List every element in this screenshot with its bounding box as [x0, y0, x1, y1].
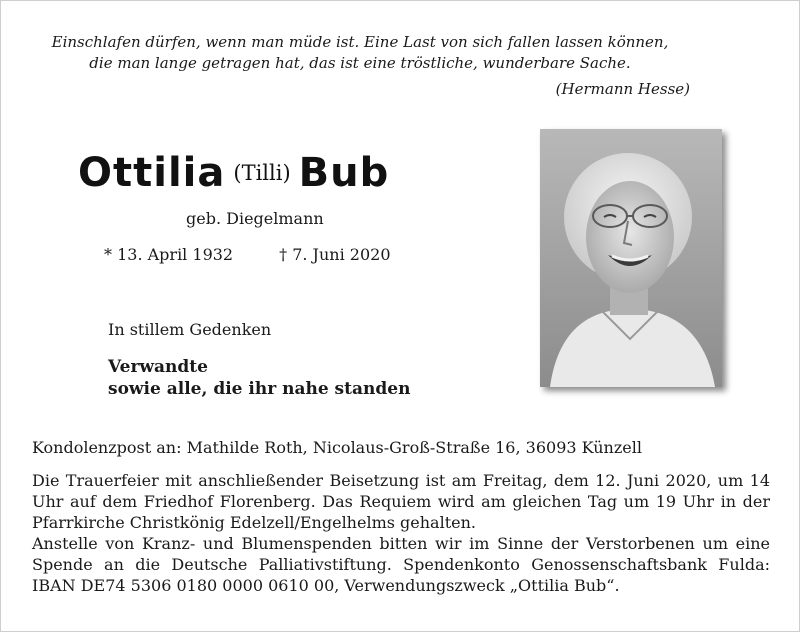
nickname: (Tilli) [233, 161, 291, 185]
mourners-line-2: sowie alle, die ihr nahe standen [108, 379, 411, 399]
born-name: geb. Diegelmann [186, 209, 324, 228]
quote-line-1: Einschlafen dürfen, wenn man müde ist. Eine Last von sich fallen lassen können, [51, 33, 669, 51]
quote [40, 32, 680, 74]
first-name: Ottilia [78, 150, 226, 196]
donation-paragraph: Anstelle von Kranz- und Blumenspenden bitten wir im Sinne der Verstorbenen um eine Spende an die Deutsche Palliativstiftung. Spendenkonto Genossenschaftsbank Fulda: IBAN DE74 5306 0180 0000 0610 00, Verwendungszweck „Ottilia Bub“. [32, 534, 770, 595]
quote-line-2: die man lange getragen hat, das ist eine tröstliche, wunderbare Sache. [89, 54, 631, 72]
mourners-line-1: Verwandte [108, 357, 208, 377]
life-dates [104, 245, 391, 264]
death-date: † 7. Juni 2020 [279, 245, 391, 264]
condolence-address: Kondolenzpost an: Mathilde Roth, Nicolaus-Groß-Straße 16, 36093 Künzell [32, 438, 642, 457]
portrait-photo-icon [540, 129, 722, 387]
quote-author: (Hermann Hesse) [555, 80, 690, 98]
birth-date: * 13. April 1932 [104, 245, 234, 264]
notice-body [32, 470, 770, 596]
last-name: Bub [298, 150, 390, 196]
deceased-name [78, 148, 389, 198]
funeral-paragraph: Die Trauerfeier mit anschließender Beisetzung ist am Freitag, dem 12. Juni 2020, um 14 Uhr auf dem Friedhof Florenberg. Das Requiem wird am gleichen Tag um 19 Uhr in der Pfarrkirche Christkönig Edelzell/Engelhelms gehalten. [32, 471, 770, 532]
mourners [108, 356, 410, 400]
portrait-photo [540, 129, 722, 387]
memory-phrase: In stillem Gedenken [108, 320, 272, 339]
